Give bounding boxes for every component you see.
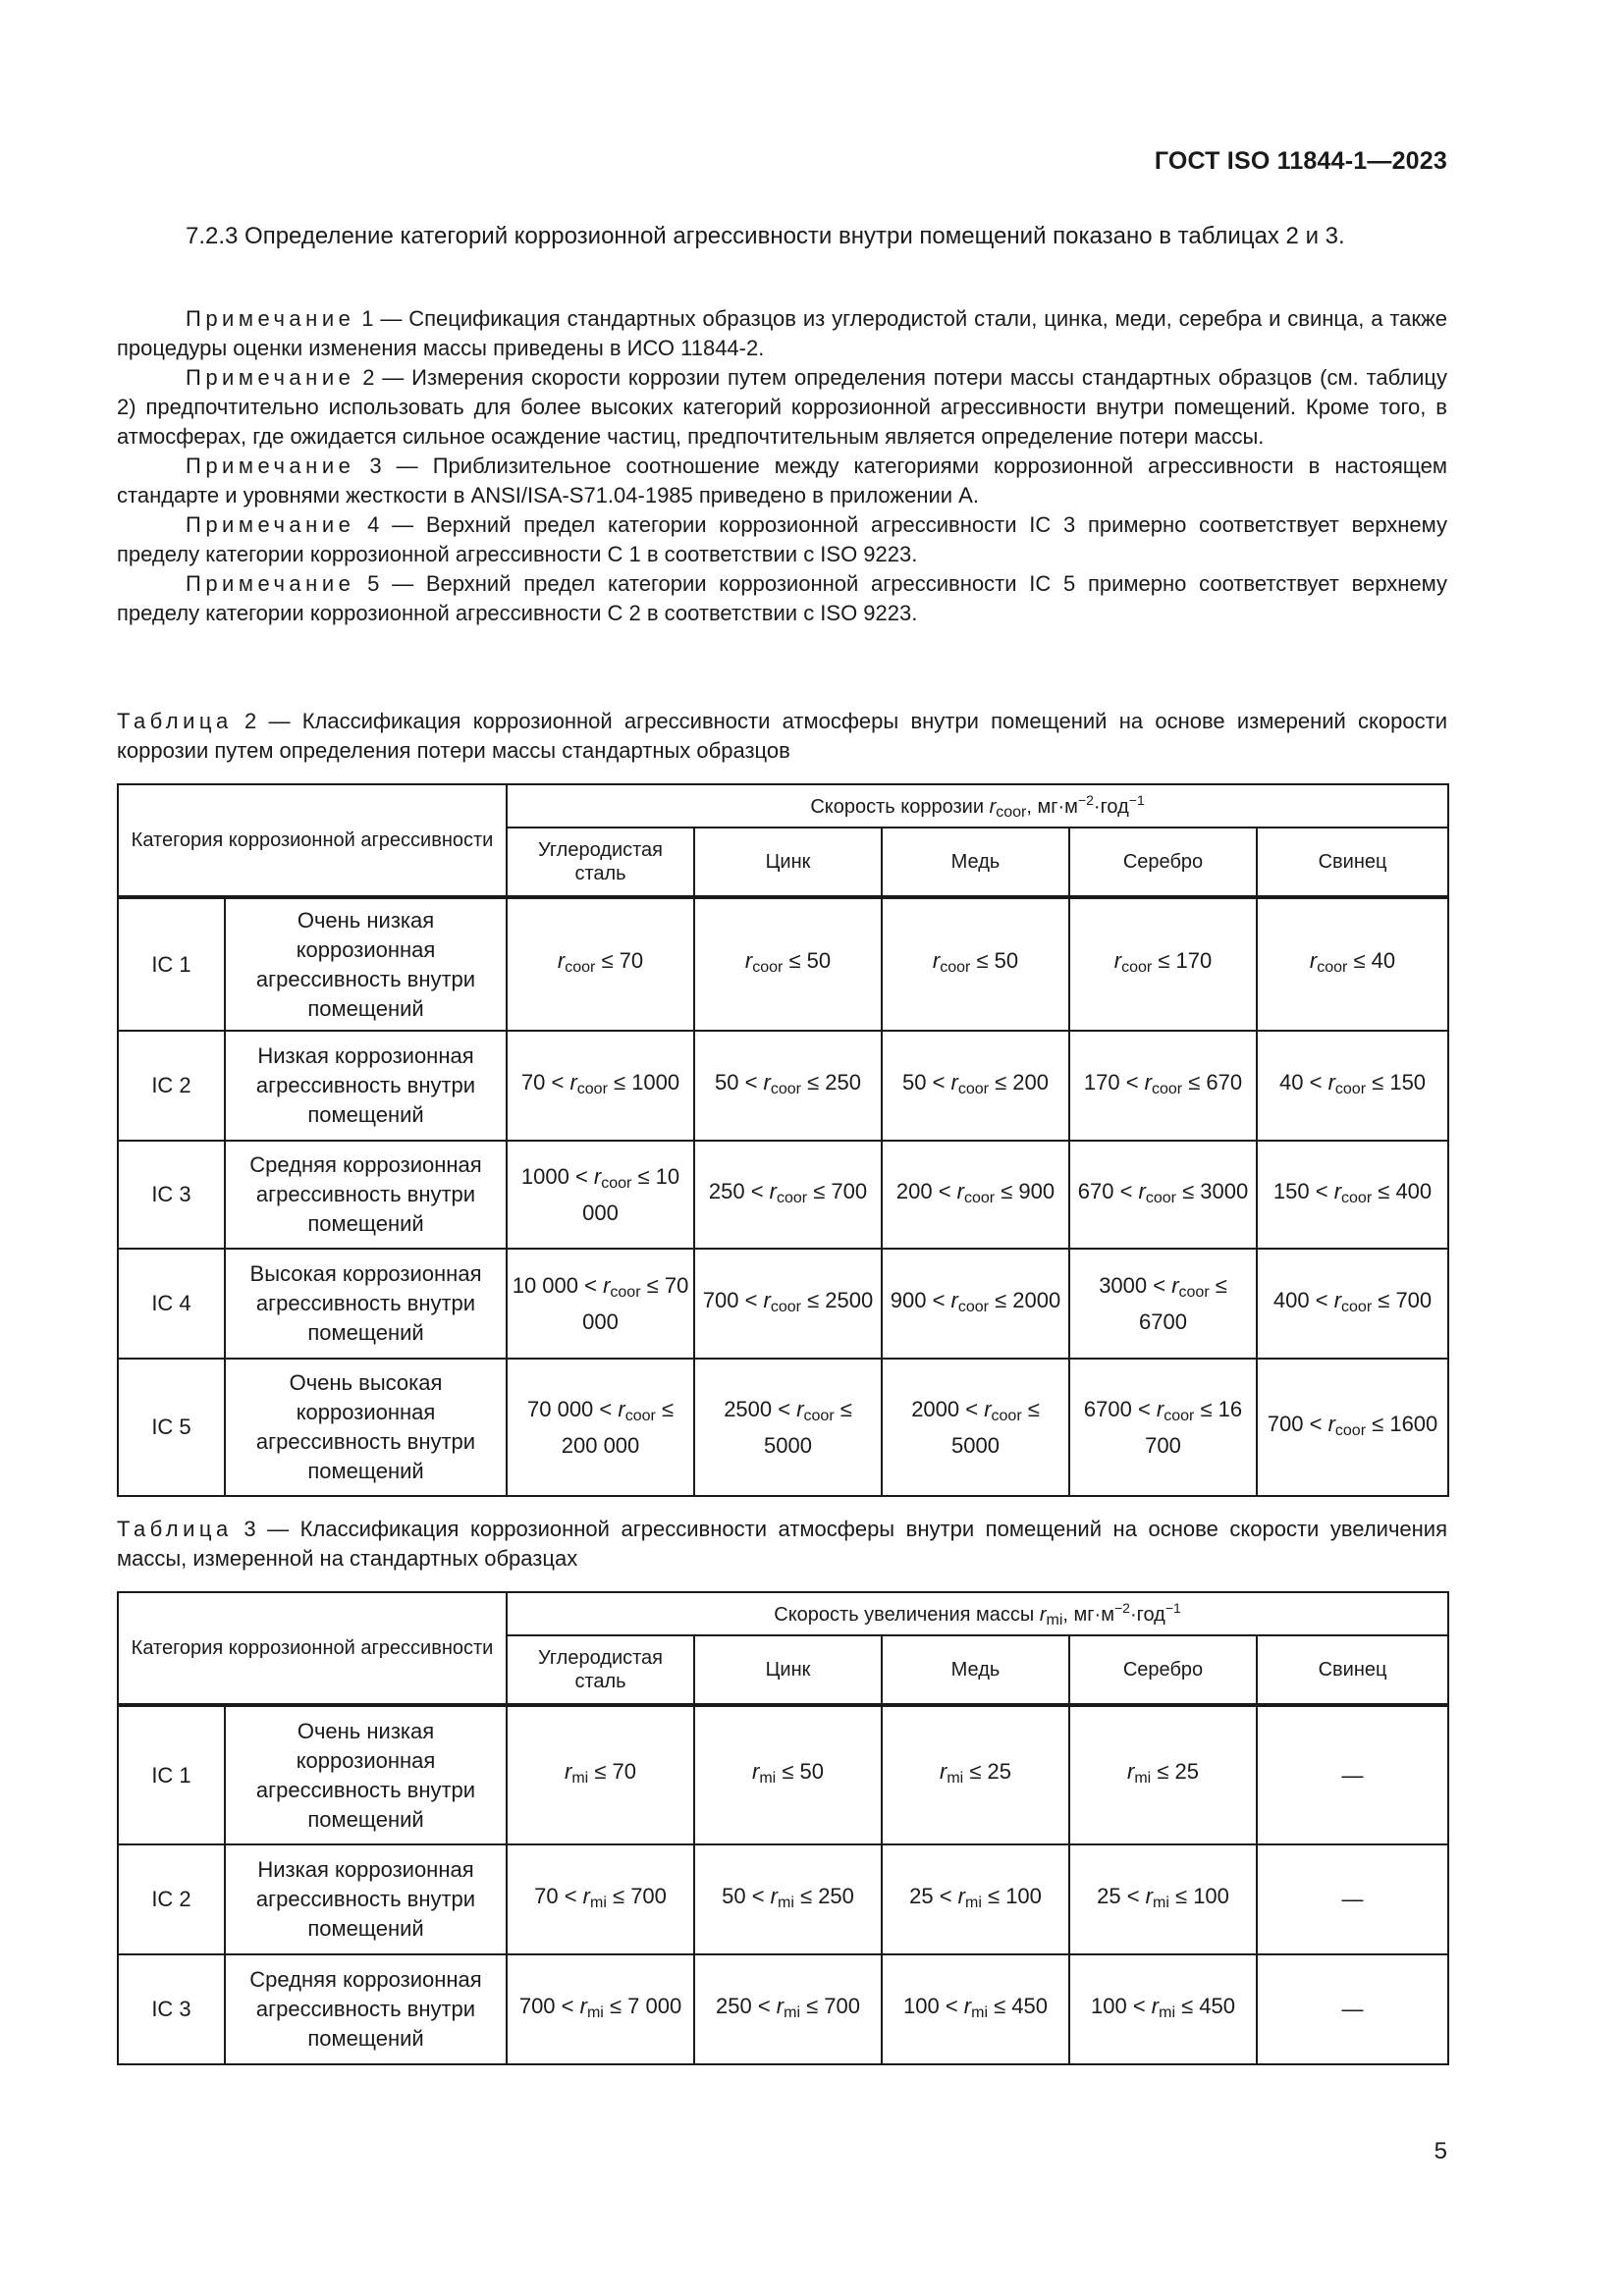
rate-cell	[1069, 1031, 1257, 1141]
value-suffix: ≤ 50	[783, 948, 832, 973]
table-row	[118, 1031, 1448, 1141]
rate-cell	[882, 1249, 1069, 1359]
category-header: Категория коррозионной агрессивности	[118, 1592, 507, 1705]
category-name: Низкая коррозионная агрессивность внутри помещений	[225, 1844, 507, 1954]
value-prefix: 6700 <	[1083, 1396, 1157, 1421]
variable-symbol: r	[796, 1396, 804, 1421]
category-code: IC 4	[118, 1249, 225, 1359]
table-2	[117, 783, 1449, 1497]
variable-subscript: coor	[1164, 1407, 1195, 1424]
category-code: IC 3	[118, 1141, 225, 1249]
variable-symbol: r	[1138, 1178, 1146, 1203]
metal-header: Углеродистая сталь	[507, 1635, 694, 1705]
value-suffix: ≤ 1600	[1366, 1411, 1438, 1436]
caption-text: 3 — Классификация коррозионной агрессивности атмосферы внутри помещений на основе скорости увеличения массы, измеренной на стандартных образцах	[117, 1517, 1447, 1571]
value-suffix: ≤ 70	[595, 948, 644, 973]
rate-cell	[694, 1844, 882, 1954]
rate-cell	[507, 1141, 694, 1249]
variable-subscript: mi	[1134, 1770, 1152, 1787]
category-name: Очень низкая коррозионная агрессивность внутри помещений	[225, 1705, 507, 1844]
variable-subscript: coor	[1334, 1080, 1367, 1097]
note-label: Примечание	[186, 365, 355, 390]
value-prefix: 250 <	[716, 1993, 777, 2018]
metal-header: Серебро	[1069, 828, 1257, 897]
variable-subscript: mi	[1046, 1611, 1063, 1629]
rate-cell	[1257, 1249, 1448, 1359]
variable-symbol: r	[557, 948, 566, 973]
variable-symbol: r	[1333, 1178, 1342, 1203]
rate-cell	[694, 1359, 882, 1496]
value-suffix: ≤ 2000	[989, 1287, 1061, 1312]
variable-subscript: coor	[601, 1174, 632, 1192]
metal-header: Свинец	[1257, 828, 1448, 897]
value-suffix: ≤ 200 000	[561, 1396, 675, 1458]
rate-cell	[507, 897, 694, 1031]
rate-cell	[1257, 1954, 1448, 2064]
rate-cell	[1069, 1141, 1257, 1249]
value-prefix: 10 000 <	[512, 1272, 604, 1298]
rate-cell	[694, 1954, 882, 2064]
variable-subscript: mi	[784, 2003, 800, 2021]
variable-subscript: coor	[770, 1080, 801, 1097]
note-label: Примечание	[186, 571, 355, 596]
rate-cell	[1069, 1954, 1257, 2064]
variable-subscript: coor	[996, 803, 1027, 821]
variable-symbol: r	[950, 1069, 958, 1095]
rate-cell	[694, 897, 882, 1031]
variable-symbol: r	[1113, 948, 1122, 973]
variable-symbol: r	[582, 1883, 590, 1908]
value-suffix: ≤ 400	[1372, 1178, 1433, 1203]
value-prefix: 2000 <	[911, 1396, 985, 1421]
variable-subscript: coor	[1334, 1421, 1367, 1439]
variable-symbol: r	[569, 1069, 577, 1095]
rate-cell	[1257, 1031, 1448, 1141]
value-prefix: 900 <	[890, 1287, 951, 1312]
variable-symbol: r	[984, 1396, 992, 1421]
category-name: Средняя коррозионная агрессивность внутри помещений	[225, 1954, 507, 2064]
value-suffix: ≤ 450	[988, 1993, 1049, 2018]
variable-symbol: r	[1309, 948, 1318, 973]
value-prefix: 50 <	[902, 1069, 951, 1095]
variable-symbol: r	[1151, 1993, 1160, 2018]
table-2-body	[118, 784, 1448, 1496]
variable-subscript: mi	[947, 1770, 964, 1787]
value-suffix: ≤ 200	[989, 1069, 1050, 1095]
rate-cell	[882, 1359, 1069, 1496]
value-suffix: ≤ 2500	[801, 1287, 874, 1312]
variable-symbol: r	[1333, 1287, 1342, 1312]
variable-symbol: r	[763, 1069, 771, 1095]
group-header	[507, 784, 1448, 828]
value-suffix: ≤ 100	[1168, 1883, 1229, 1908]
variable-subscript: coor	[803, 1407, 835, 1424]
category-code: IC 5	[118, 1359, 225, 1496]
value-prefix: 50 <	[722, 1883, 771, 1908]
variable-subscript: mi	[759, 1770, 777, 1787]
variable-symbol: r	[1327, 1411, 1335, 1436]
note-4	[117, 510, 1447, 569]
rate-cell	[882, 1705, 1069, 1844]
variable-symbol: r	[776, 1993, 785, 2018]
rate-cell	[507, 1705, 694, 1844]
variable-symbol: r	[593, 1163, 602, 1189]
value-suffix: ≤ 150	[1366, 1069, 1427, 1095]
value-suffix: ≤ 25	[963, 1759, 1012, 1784]
variable-symbol: r	[565, 1759, 572, 1784]
variable-symbol: r	[1039, 1603, 1047, 1626]
note-label: Примечание	[186, 306, 355, 331]
value-suffix: ≤ 700	[606, 1883, 667, 1908]
variable-subscript: mi	[778, 1894, 794, 1911]
rate-cell	[1257, 1141, 1448, 1249]
value-prefix: 3000 <	[1099, 1272, 1172, 1298]
value-prefix: 25 <	[909, 1883, 958, 1908]
value-prefix: 150 <	[1272, 1178, 1334, 1203]
variable-subscript: mi	[571, 1770, 589, 1787]
metal-header: Цинк	[694, 828, 882, 897]
value-suffix: ≤ 7 000	[603, 1993, 682, 2018]
value-suffix: ≤ 3000	[1176, 1178, 1249, 1203]
value-prefix: 670 <	[1077, 1178, 1139, 1203]
variable-subscript: coor	[957, 1080, 989, 1097]
variable-subscript: mi	[590, 1894, 607, 1911]
table-3-body	[118, 1592, 1448, 2064]
category-name: Очень низкая коррозионная агрессивность внутри помещений	[225, 897, 507, 1031]
variable-subscript: mi	[1159, 2003, 1175, 2021]
variable-symbol: r	[763, 1287, 771, 1312]
value-prefix: 700 <	[1267, 1411, 1328, 1436]
note-label: Примечание	[186, 454, 355, 478]
category-name: Высокая коррозионная агрессивность внутри помещений	[225, 1249, 507, 1359]
variable-subscript: coor	[1341, 1298, 1373, 1315]
rate-cell	[1069, 1844, 1257, 1954]
value-prefix: 100 <	[903, 1993, 964, 2018]
note-5	[117, 569, 1447, 628]
variable-subscript: coor	[1317, 959, 1348, 976]
variable-symbol: r	[752, 1759, 760, 1784]
value-prefix: 70 000 <	[527, 1396, 619, 1421]
unit-exponent: −2	[1077, 791, 1094, 808]
rate-cell	[507, 1031, 694, 1141]
note-text: 2 — Измерения скорости коррозии путем определения потери массы стандартных образцов (см. таблицу 2) предпочтительно использовать для более высоких категорий коррозионной агрессивности внутри помещений. Кроме того, в атмосферах, где ожидается сильное осаждение частиц, предпочтительным является определение потери массы.	[117, 365, 1447, 449]
rate-cell	[1257, 1359, 1448, 1496]
unit-text: ·год	[1129, 1603, 1165, 1626]
value-prefix: 40 <	[1279, 1069, 1328, 1095]
variable-subscript: coor	[752, 959, 784, 976]
notes-block	[117, 304, 1447, 628]
unit-text: , мг·м	[1062, 1603, 1114, 1626]
value-prefix: 25 <	[1097, 1883, 1146, 1908]
value-prefix: 700 <	[702, 1287, 764, 1312]
table-row	[118, 1141, 1448, 1249]
variable-symbol: r	[1327, 1069, 1335, 1095]
page-number: 5	[1434, 2138, 1447, 2164]
rate-cell	[694, 1031, 882, 1141]
value-suffix: ≤ 50	[970, 948, 1019, 973]
category-name: Очень высокая коррозионная агрессивность внутри помещений	[225, 1359, 507, 1496]
caption-label: Таблица	[117, 1517, 233, 1541]
rate-cell	[1257, 1705, 1448, 1844]
category-header: Категория коррозионной агрессивности	[118, 784, 507, 897]
group-header-text: Скорость увеличения массы	[774, 1603, 1040, 1626]
table-2-caption	[117, 707, 1447, 766]
value-suffix: ≤ 16 700	[1145, 1396, 1243, 1458]
variable-symbol: r	[957, 1883, 965, 1908]
unit-exponent: −2	[1113, 1599, 1130, 1616]
value-suffix: ≤ 70	[588, 1759, 637, 1784]
rate-cell	[882, 1954, 1069, 2064]
variable-symbol: r	[932, 948, 941, 973]
variable-subscript: coor	[777, 1189, 808, 1206]
variable-symbol: r	[956, 1178, 964, 1203]
value-prefix: 1000 <	[520, 1163, 594, 1189]
value-prefix: 700 <	[518, 1993, 580, 2018]
value-suffix: ≤ 250	[793, 1883, 854, 1908]
variable-subscript: coor	[770, 1298, 801, 1315]
rate-cell	[507, 1359, 694, 1496]
intro-paragraph	[117, 222, 1447, 251]
variable-symbol: r	[1144, 1069, 1152, 1095]
metal-header: Серебро	[1069, 1635, 1257, 1705]
value-suffix: ≤ 50	[776, 1759, 825, 1784]
variable-subscript: coor	[1152, 1080, 1183, 1097]
variable-subscript: coor	[1178, 1283, 1210, 1301]
value-prefix: 50 <	[715, 1069, 764, 1095]
value-suffix: ≤ 900	[995, 1178, 1056, 1203]
table-3-caption	[117, 1515, 1447, 1574]
dash-value: —	[1341, 1997, 1364, 2021]
variable-symbol: r	[1171, 1272, 1179, 1298]
rate-cell	[507, 1249, 694, 1359]
metal-header: Цинк	[694, 1635, 882, 1705]
caption-text: 2 — Классификация коррозионной агрессивности атмосферы внутри помещений на основе измерений скорости коррозии путем определения потери массы стандартных образцов	[117, 709, 1447, 763]
value-prefix: 70 <	[534, 1883, 583, 1908]
rate-cell	[1069, 1249, 1257, 1359]
variable-symbol: r	[618, 1396, 625, 1421]
value-prefix: 400 <	[1272, 1287, 1334, 1312]
category-code: IC 2	[118, 1031, 225, 1141]
group-header	[507, 1592, 1448, 1635]
note-text: 4 — Верхний предел категории коррозионной агрессивности IC 3 примерно соответствует верхнему пределу категории коррозионной агрессивности С 1 в соответствии с ISO 9223.	[117, 512, 1447, 566]
variable-symbol: r	[1145, 1883, 1153, 1908]
rate-cell	[507, 1954, 694, 2064]
variable-symbol: r	[770, 1883, 778, 1908]
variable-symbol: r	[950, 1287, 958, 1312]
value-suffix: ≤ 5000	[951, 1396, 1040, 1458]
table-row	[118, 897, 1448, 1031]
value-suffix: ≤ 10 000	[582, 1163, 680, 1225]
variable-subscript: coor	[940, 959, 971, 976]
variable-subscript: coor	[576, 1080, 608, 1097]
variable-subscript: coor	[610, 1283, 641, 1301]
rate-cell	[694, 1141, 882, 1249]
value-suffix: ≤ 70 000	[582, 1272, 689, 1334]
value-suffix: ≤ 700	[807, 1178, 868, 1203]
rate-cell	[882, 1844, 1069, 1954]
variable-symbol: r	[603, 1272, 611, 1298]
note-text: 1 — Спецификация стандартных образцов из углеродистой стали, цинка, меди, серебра и свинца, а также процедуры оценки изменения массы приведены в ИСО 11844-2.	[117, 306, 1447, 360]
note-1	[117, 304, 1447, 363]
standard-code: ГОСТ ISO 11844-1—2023	[1154, 147, 1447, 175]
note-2	[117, 363, 1447, 452]
value-prefix: 200 <	[895, 1178, 957, 1203]
intro-text: 7.2.3 Определение категорий коррозионной агрессивности внутри помещений показано в таблицах 2 и 3.	[186, 223, 1345, 249]
table-row	[118, 1359, 1448, 1496]
category-code: IC 1	[118, 897, 225, 1031]
category-code: IC 2	[118, 1844, 225, 1954]
rate-cell	[1257, 1844, 1448, 1954]
rate-cell	[882, 1031, 1069, 1141]
variable-symbol: r	[963, 1993, 972, 2018]
variable-symbol: r	[989, 795, 997, 818]
note-label: Примечание	[186, 512, 355, 537]
variable-subscript: mi	[586, 2003, 604, 2021]
table-row	[118, 1249, 1448, 1359]
rate-cell	[694, 1249, 882, 1359]
variable-symbol: r	[744, 948, 753, 973]
value-suffix: ≤ 700	[1372, 1287, 1433, 1312]
variable-subscript: coor	[1121, 959, 1153, 976]
variable-subscript: coor	[964, 1189, 996, 1206]
variable-subscript: coor	[1145, 1189, 1176, 1206]
variable-symbol: r	[1156, 1396, 1164, 1421]
group-header-text: Скорость коррозии	[810, 795, 990, 818]
note-3	[117, 452, 1447, 510]
value-prefix: 2500 <	[724, 1396, 797, 1421]
unit-exponent: −1	[1128, 791, 1145, 808]
variable-subscript: coor	[624, 1407, 656, 1424]
dash-value: —	[1341, 1762, 1364, 1788]
variable-symbol: r	[579, 1993, 587, 2018]
rate-cell	[1069, 1705, 1257, 1844]
value-suffix: ≤ 1000	[607, 1069, 680, 1095]
rate-cell	[1257, 897, 1448, 1031]
variable-subscript: mi	[965, 1894, 982, 1911]
category-code: IC 3	[118, 1954, 225, 2064]
rate-cell	[694, 1705, 882, 1844]
category-name: Средняя коррозионная агрессивность внутри помещений	[225, 1141, 507, 1249]
variable-subscript: coor	[565, 959, 596, 976]
metal-header: Медь	[882, 828, 1069, 897]
value-suffix: ≤ 170	[1152, 948, 1213, 973]
note-text: 3 — Приблизительное соотношение между категориями коррозионной агрессивности в настоящем стандарте и уровнями жесткости в ANSI/ISA-S71.04-1985 приведено в приложении А.	[117, 454, 1447, 507]
value-prefix: 170 <	[1083, 1069, 1145, 1095]
variable-subscript: coor	[957, 1298, 989, 1315]
value-suffix: ≤ 5000	[764, 1396, 852, 1458]
metal-header: Углеродистая сталь	[507, 828, 694, 897]
value-prefix: 100 <	[1091, 1993, 1152, 2018]
value-prefix: 70 <	[520, 1069, 570, 1095]
value-prefix: 250 <	[708, 1178, 770, 1203]
value-suffix: ≤ 450	[1175, 1993, 1236, 2018]
header-row	[118, 1592, 1448, 1635]
value-suffix: ≤ 700	[800, 1993, 861, 2018]
value-suffix: ≤ 670	[1182, 1069, 1243, 1095]
table-row	[118, 1954, 1448, 2064]
value-suffix: ≤ 25	[1151, 1759, 1200, 1784]
value-suffix: ≤ 100	[981, 1883, 1042, 1908]
table-row	[118, 1844, 1448, 1954]
unit-text: , мг·м	[1026, 795, 1078, 818]
metal-header: Медь	[882, 1635, 1069, 1705]
rate-cell	[1069, 1359, 1257, 1496]
variable-subscript: coor	[991, 1407, 1022, 1424]
caption-label: Таблица	[117, 709, 233, 733]
rate-cell	[882, 1141, 1069, 1249]
rate-cell	[882, 897, 1069, 1031]
value-suffix: ≤ 40	[1347, 948, 1396, 973]
category-code: IC 1	[118, 1705, 225, 1844]
variable-symbol: r	[940, 1759, 947, 1784]
variable-subscript: mi	[971, 2003, 988, 2021]
variable-subscript: coor	[1341, 1189, 1373, 1206]
category-name: Низкая коррозионная агрессивность внутри помещений	[225, 1031, 507, 1141]
unit-text: ·год	[1093, 795, 1129, 818]
metal-header: Свинец	[1257, 1635, 1448, 1705]
variable-subscript: mi	[1153, 1894, 1169, 1911]
value-suffix: ≤ 6700	[1139, 1272, 1227, 1334]
note-text: 5 — Верхний предел категории коррозионной агрессивности IC 5 примерно соответствует верхнему пределу категории коррозионной агрессивности С 2 в соответствии с ISO 9223.	[117, 571, 1447, 625]
rate-cell	[507, 1844, 694, 1954]
rate-cell	[1069, 897, 1257, 1031]
table-3	[117, 1591, 1449, 2065]
variable-symbol: r	[769, 1178, 777, 1203]
dash-value: —	[1341, 1887, 1364, 1911]
value-suffix: ≤ 250	[801, 1069, 862, 1095]
header-row	[118, 784, 1448, 828]
variable-symbol: r	[1127, 1759, 1135, 1784]
table-row	[118, 1705, 1448, 1844]
unit-exponent: −1	[1164, 1599, 1181, 1616]
